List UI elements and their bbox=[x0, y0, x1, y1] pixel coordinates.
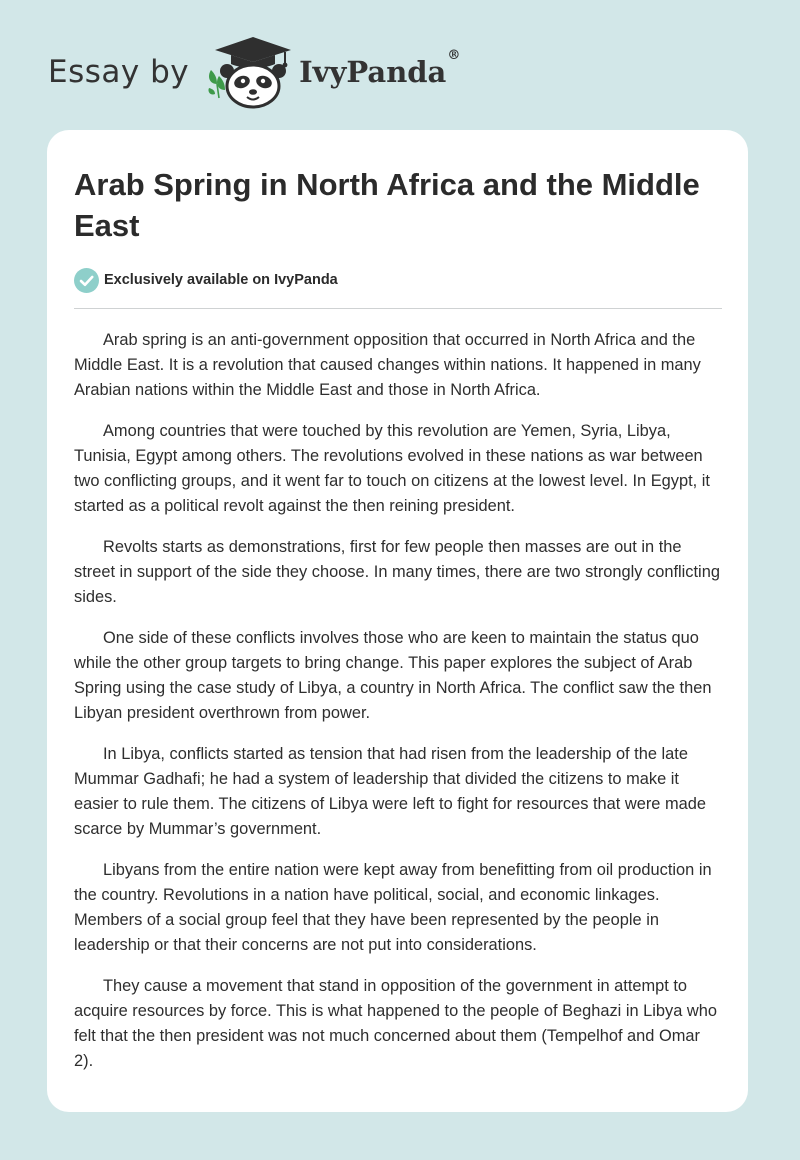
panda-graduation-cap-icon[interactable] bbox=[205, 34, 295, 110]
essay-card bbox=[47, 130, 748, 1112]
site-header bbox=[48, 34, 460, 110]
title-divider bbox=[74, 308, 722, 309]
exclusive-badge bbox=[74, 267, 722, 293]
essay-paragraph: In Libya, conflicts started as tension that had risen from the leadership of the late Mummar Gadhafi; he had a system of leadership that divided the citizens to make it easier to rule them. The citizens of Libya were left to fight for resources that were made scarce by Mummar’s government. bbox=[74, 745, 706, 838]
exclusive-badge-text: Exclusively available on IvyPanda bbox=[104, 272, 338, 288]
registered-mark: ® bbox=[447, 47, 461, 63]
essay-by-label: Essay by bbox=[48, 53, 190, 90]
essay-body bbox=[74, 328, 722, 1074]
essay-title: Arab Spring in North Africa and the Middle East bbox=[74, 167, 700, 243]
essay-paragraph: Revolts starts as demonstrations, first for few people then masses are out in the street in support of the side they choose. In many times, there are two strongly conflicting sides. bbox=[74, 538, 720, 606]
essay-paragraph: Libyans from the entire nation were kept away from benefitting from oil production in the country. Revolutions in a nation have political, social, and economic linkages. Members of a social group feel that they have been represented by the people in leadership or that their concerns are not put into considerations. bbox=[74, 861, 712, 954]
essay-paragraph: Among countries that were touched by this revolution are Yemen, Syria, Libya, Tunisia, Egypt among others. The revolutions evolved in these nations as war between two conflicting groups, and it went far to touch on citizens at the lowest level. In Egypt, it started as a political revolt against the then reining president. bbox=[74, 422, 710, 515]
essay-paragraph: One side of these conflicts involves those who are keen to maintain the status quo while the other group targets to bring change. This paper explores the subject of Arab Spring using the case study of Libya, a country in North Africa. The conflict saw the then Libyan president overthrown from power. bbox=[74, 629, 712, 722]
brand-text: IvyPanda bbox=[299, 54, 447, 89]
essay-paragraph: Arab spring is an anti-government opposition that occurred in North Africa and the Middle East. It is a revolution that caused changes within nations. It happened in many Arabian nations within the Middle East and those in North Africa. bbox=[74, 331, 701, 399]
check-circle-icon bbox=[74, 268, 99, 293]
ivypanda-brand-name[interactable] bbox=[299, 47, 461, 89]
essay-paragraph: They cause a movement that stand in opposition of the government in attempt to acquire resources by force. This is what happened to the people of Beghazi in Libya who felt that the then president was not much concerned about them (Tempelhof and Omar 2). bbox=[74, 977, 717, 1070]
